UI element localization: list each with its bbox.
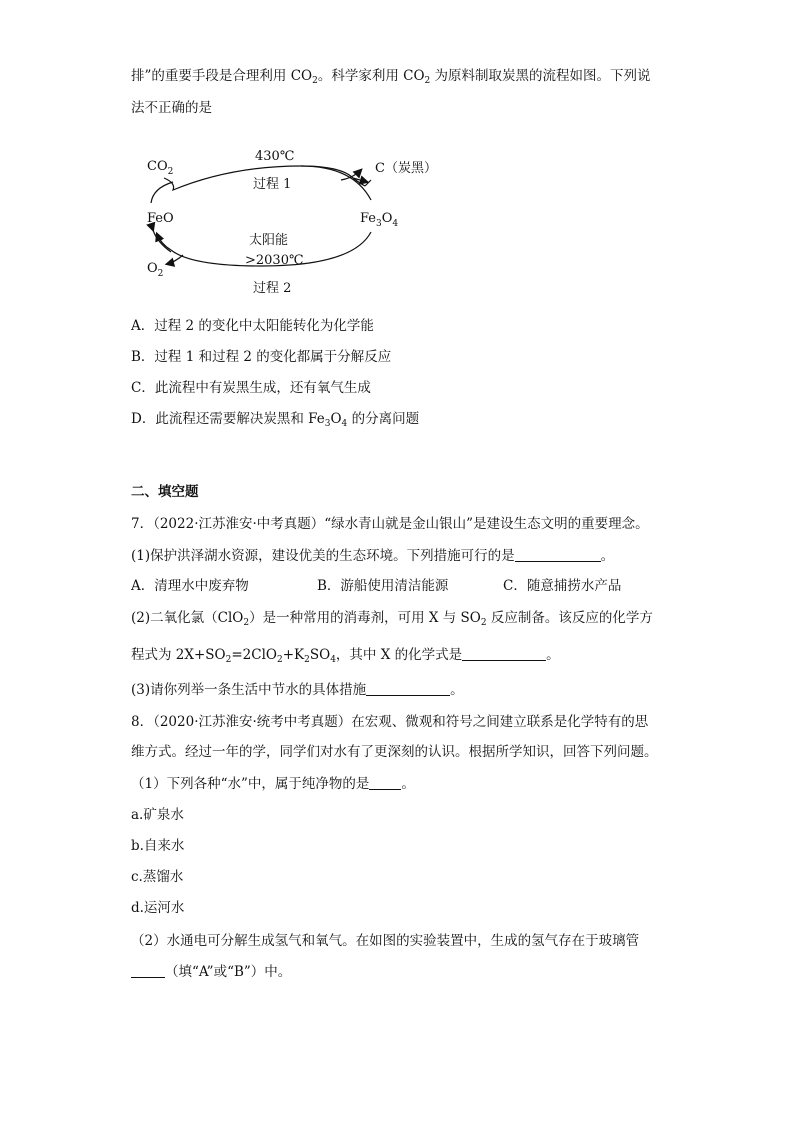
q7-part1 <box>131 546 614 566</box>
intro-line-1 <box>131 66 651 91</box>
q8-part1-end: 。 <box>401 776 415 792</box>
subscript: 2 <box>304 655 310 665</box>
option-c: C．此流程中有炭黑生成，还有氧气生成 <box>131 380 371 396</box>
top-left-curve <box>151 182 173 203</box>
q7-option-a: A．清理水中废弃物 <box>131 578 249 594</box>
q8-part1-text: （1）下列各种“水”中，属于纯净物的是 <box>131 776 370 792</box>
q7-options <box>131 576 621 596</box>
subscript: 2 <box>424 76 431 86</box>
co2-label: $CO_2$ <box>147 159 174 177</box>
subscript: 2 <box>243 618 250 628</box>
q7-part3 <box>131 680 464 700</box>
subscript: 4 <box>330 655 336 665</box>
answer-blank[interactable] <box>369 775 401 790</box>
subscript: 2 <box>480 618 487 628</box>
q8-stem-line1: 8．（2020·江苏淮安·统考中考真题）在宏观、微观和符号之间建立联系是化学特有的思 <box>131 714 649 730</box>
subscript: 2 <box>276 655 283 665</box>
q8-stem-line2: 维方式。经过一年的学，同学们对水有了更深刻的认识。根据所学知识，回答下列问题。 <box>131 744 658 760</box>
answer-blank[interactable] <box>462 646 546 661</box>
subscript: 2 <box>225 655 232 665</box>
q7-part2-question: ，其中 X 的化学式是 <box>335 647 463 663</box>
q7-part2-end: 。 <box>546 647 560 663</box>
option-a: A．过程 2 的变化中太阳能转化为化学能 <box>131 318 374 334</box>
subscript: 4 <box>341 419 348 429</box>
intro-text-1b: 。科学家利用 CO <box>317 68 425 84</box>
intro-text-1a: 排”的重要手段是合理利用 CO <box>131 68 313 84</box>
option-b: B．过程 1 和过程 2 的变化都属于分解反应 <box>131 349 392 365</box>
q8-choice-b: b.自来水 <box>131 838 185 854</box>
option-d-text: D．此流程还需要解决炭黑和 Fe <box>131 411 325 427</box>
option-d-text: O <box>330 411 342 427</box>
q7-part2-text: ）是一种常用的消毒剂，可用 X 与 SO <box>249 610 481 626</box>
intro-line-2: 法不正确的是 <box>131 100 212 116</box>
q8-choice-d: d.运河水 <box>131 900 185 916</box>
q8-choice-a: a.矿泉水 <box>131 807 184 823</box>
q8-choice-c: c.蒸馏水 <box>131 869 184 885</box>
q7-equation: 程式为 2X+SO <box>131 647 226 663</box>
o2-arrow <box>167 255 183 264</box>
subscript: 3 <box>324 419 331 429</box>
q7-part3-end: 。 <box>450 682 464 698</box>
q7-equation: +K <box>282 647 305 663</box>
q8-part2-text: （填“A”或“B”）中。 <box>165 964 292 980</box>
answer-blank[interactable] <box>515 547 601 562</box>
q8-part2-line2 <box>131 962 291 982</box>
section-heading: 二、填空题 <box>131 484 199 500</box>
q7-stem: 7．（2022·江苏淮安·中考真题）“绿水青山就是金山银山”是建设生态文明的重要理念。 <box>131 516 649 532</box>
q7-part2-line1 <box>131 608 653 633</box>
temp-top-label: 430℃ <box>255 149 295 164</box>
temp-bottom-label: >2030℃ <box>245 253 304 268</box>
q7-part2-text: 反应制备。该反应的化学方 <box>486 610 653 626</box>
q7-part3-text: (3)请你列举一条生活中节水的具体措施 <box>131 682 367 698</box>
feo-arrow <box>157 234 171 250</box>
process-2-label: 过程 2 <box>253 281 292 296</box>
intro-text-1c: 为原料制取炭黑的流程如图。下列说 <box>430 68 651 84</box>
subscript: 2 <box>312 76 318 86</box>
q7-part1-end: 。 <box>600 548 615 564</box>
solar-label: 太阳能 <box>249 233 289 248</box>
answer-blank[interactable] <box>366 681 450 696</box>
q8-part1 <box>131 774 415 794</box>
option-d-text: 的分离问题 <box>347 411 420 427</box>
q7-option-b: B．游船使用清洁能源 <box>317 578 449 594</box>
carbon-label: C（炭黑） <box>375 161 437 176</box>
answer-blank[interactable] <box>131 963 165 978</box>
option-d <box>131 409 419 434</box>
co2-cycle-diagram <box>131 140 451 300</box>
q7-part2-line2 <box>131 645 560 670</box>
fe3o4-label: $Fe_3O_4$ <box>360 211 399 229</box>
q7-equation: SO <box>309 647 331 663</box>
q7-part1-text: (1)保护洪泽湖水资源，建设优美的生态环境。下列措施可行的是 <box>131 548 515 564</box>
q8-part2-line1: （2）水通电可分解生成氢气和氧气。在如图的实验装置中，生成的氢气存在于玻璃管 <box>131 933 640 949</box>
q7-option-c: C．随意捕捞水产品 <box>503 578 622 594</box>
feo-label: FeO <box>147 211 174 226</box>
o2-label: $O_2$ <box>147 261 164 279</box>
q7-equation: =2ClO <box>231 647 277 663</box>
process-1-label: 过程 1 <box>253 177 292 192</box>
q7-part2-text: (2)二氧化氯（ClO <box>131 610 244 626</box>
